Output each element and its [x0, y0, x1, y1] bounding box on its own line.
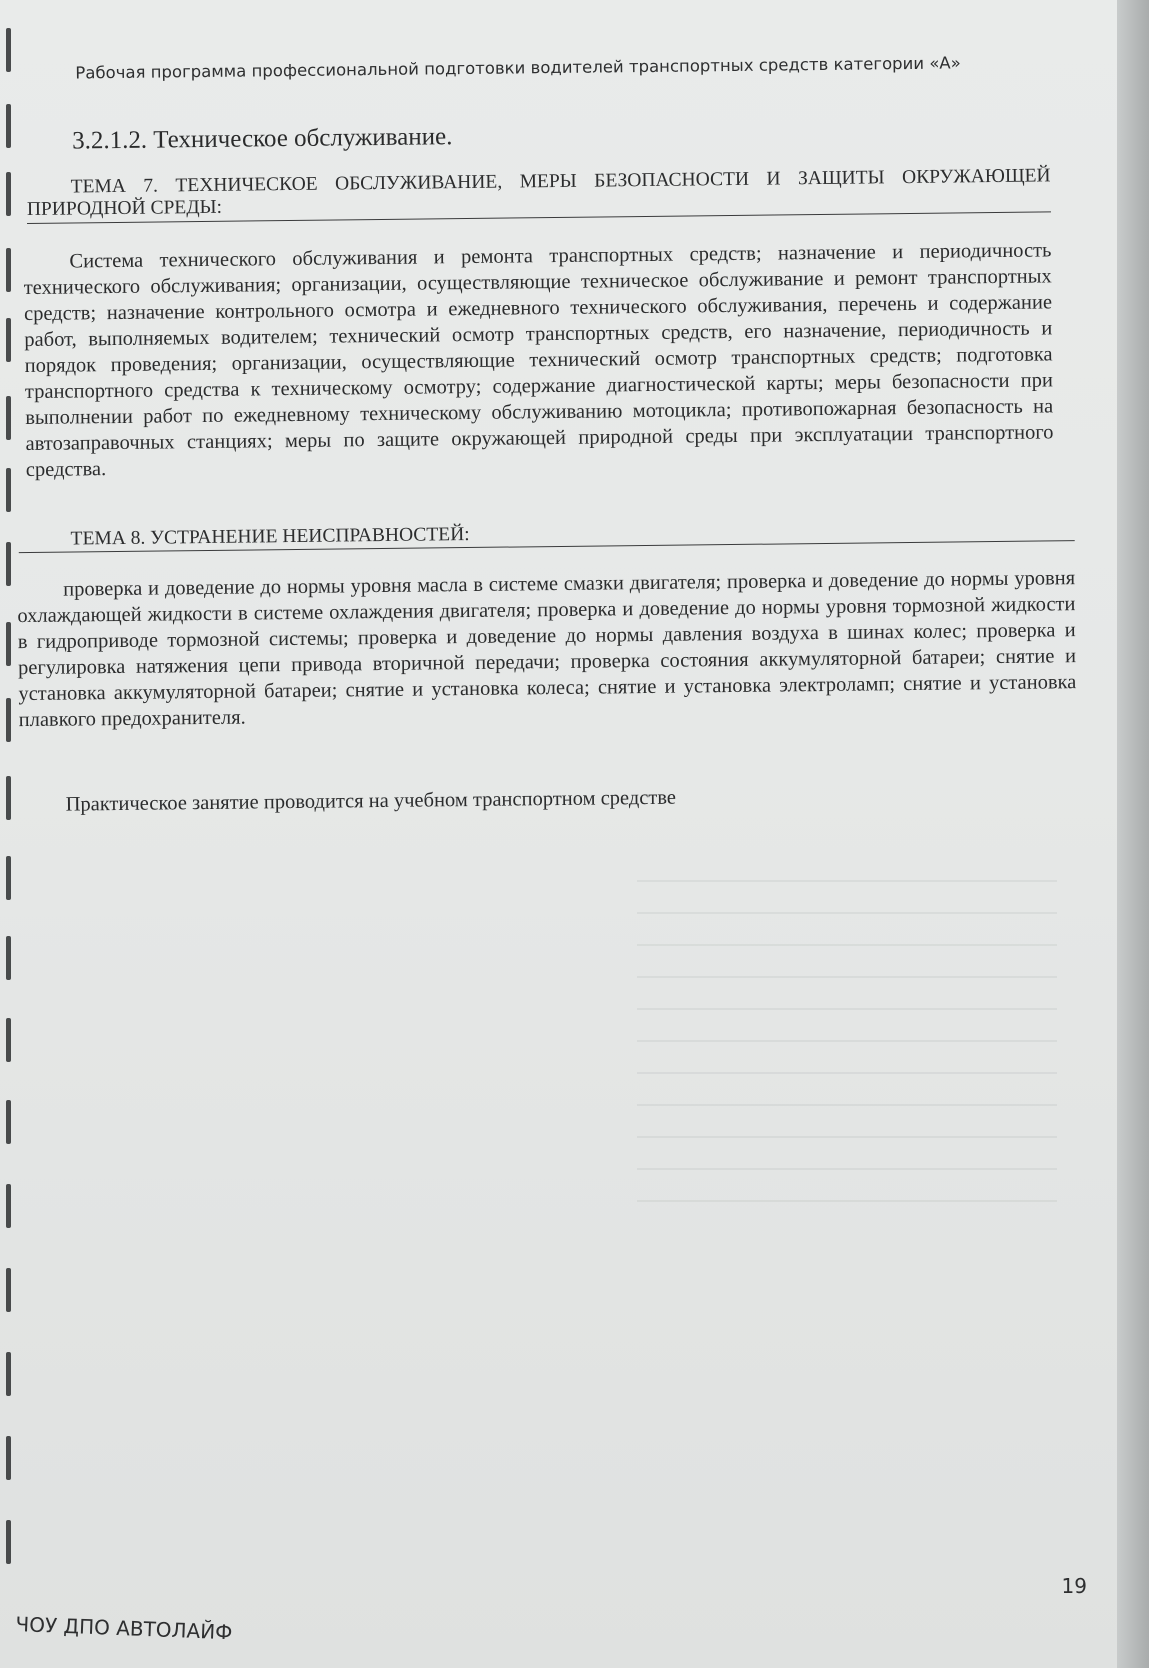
topic-7-heading-line-2: ПРИРОДНОЙ СРЕДЫ:: [26, 196, 223, 221]
topic-7-heading: [27, 164, 1051, 224]
page-edge-shadow: [1117, 0, 1149, 1668]
practical-lesson-note: Практическое занятие проводится на учебном транспортном средстве: [65, 786, 677, 816]
topic-8-body: проверка и доведение до нормы уровня масла в системе смазки двигателя; проверка и доведение до нормы уровня охлаждающей жидкости в системе охлаждения двигателя; проверка и доведение до нормы уровня тормозной жидкости в гидроприводе тормозной системы; проверка и доведение до нормы давления воздуха в шинах колес; проверка и регулировка натяжения цепи привода вторичной передачи; проверка состояния аккумуляторной батареи; снятие и установка аккумуляторной батареи; снятие и установка колеса; снятие и установка электроламп; снятие и установка плавкого предохранителя.: [17, 567, 1077, 732]
topic-7-heading-line-1: ТЕМА 7. ТЕХНИЧЕСКОЕ ОБСЛУЖИВАНИЕ, МЕРЫ БЕЗОПАСНОСТИ И ЗАЩИТЫ ОКРУЖАЮЩЕЙ: [70, 165, 1051, 198]
running-header: Рабочая программа профессиональной подготовки водителей транспортных средств категории «А»: [75, 53, 961, 83]
topic-7-body: Система технического обслуживания и ремонта транспортных средств; назначение и периодичность технического обслуживания; организации, осуществляющие техническое обслуживание и ремонт транспортных средств; назначение контрольного осмотра и ежедневного технического обслуживания, перечень и содержание работ, выполняемых водителем; технический осмотр транспортных средств, его назначение, периодичность и порядок проведения; организации, осуществляющие технический осмотр транспортных средств; подготовка транспортного средства к техническому осмотру; содержание диагностической карты; меры безопасности при выполнении работ по ежедневному техническому обслуживанию мотоцикла; противопожарная безопасность на автозаправочных станциях; меры по защите окружающей природной среды при эксплуатации транспортного средства.: [23, 239, 1054, 482]
footer-organization: ЧОУ ДПО АВТОЛАЙФ: [15, 1612, 233, 1645]
section-title: 3.2.1.2. Техническое обслуживание.: [71, 123, 453, 155]
topic-8-heading: ТЕМА 8. УСТРАНЕНИЕ НЕИСПРАВНОСТЕЙ:: [18, 516, 1074, 553]
page-number: 19: [1061, 1574, 1087, 1598]
